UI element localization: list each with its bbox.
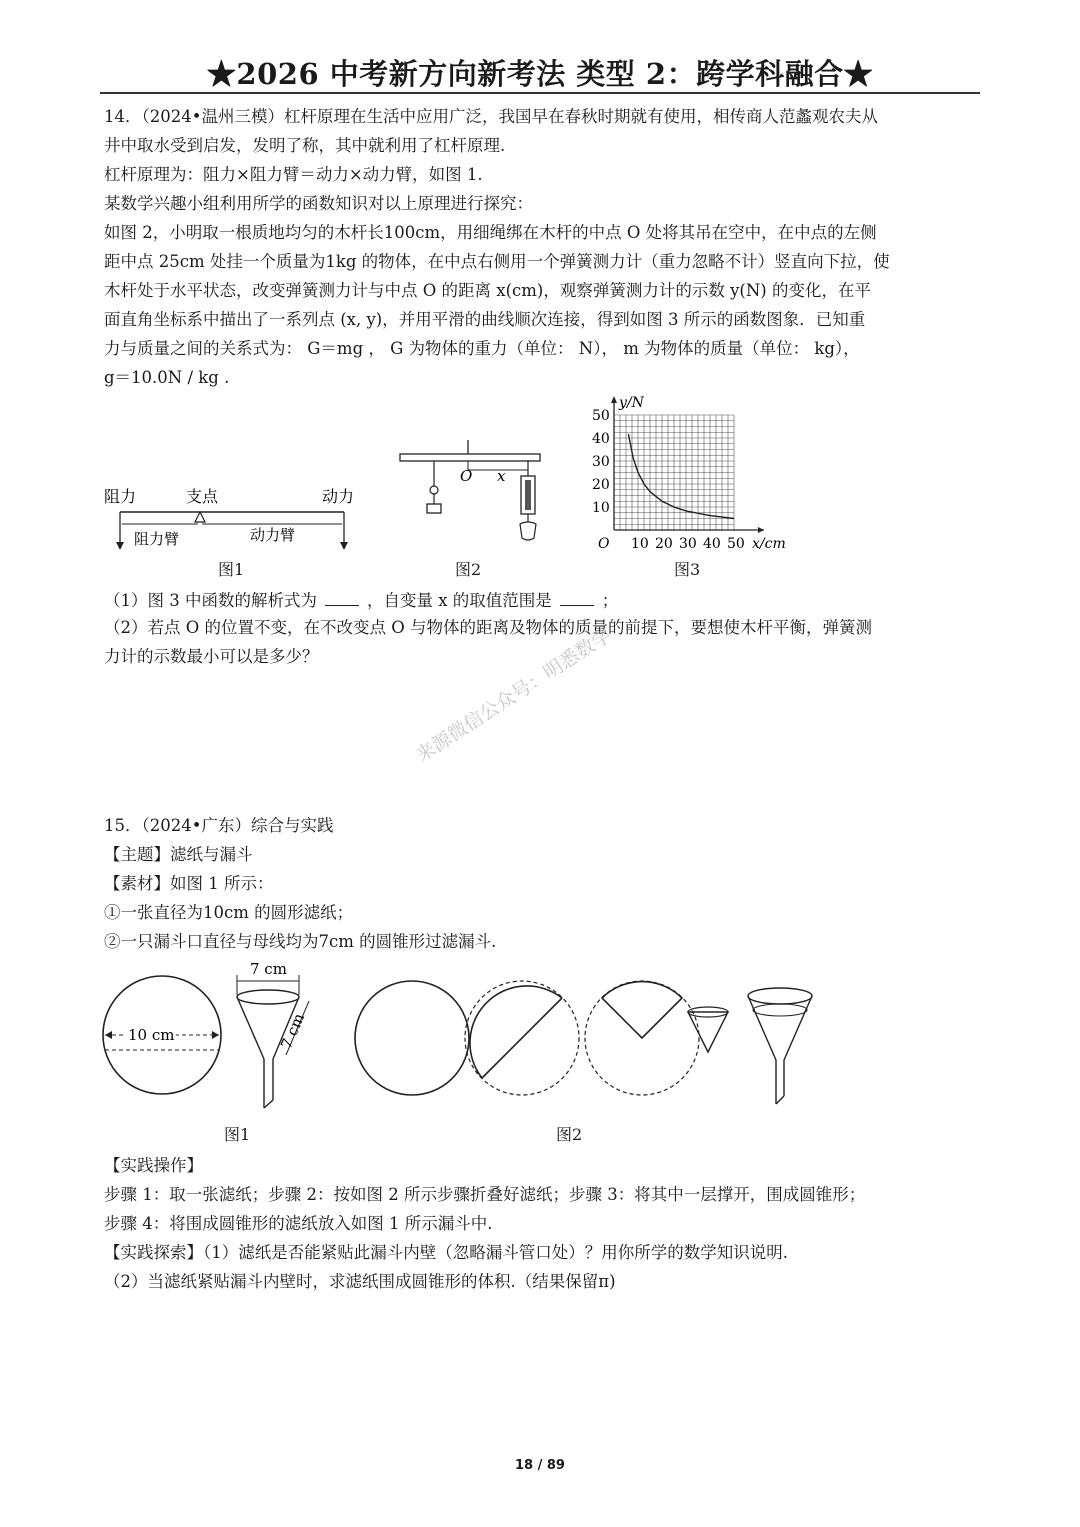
y-tick-label: 20	[592, 477, 610, 493]
header-divider	[100, 92, 980, 94]
wooden-rod	[400, 454, 540, 461]
rim-diameter-label: 7 cm	[250, 960, 287, 978]
y-tick-label: 10	[592, 500, 610, 516]
page-title: ★2026 中考新方向新考法 类型 2：跨学科融合★	[206, 57, 874, 91]
distance-x-label: x	[497, 467, 506, 485]
question-14-part-1: （1）图 3 中函数的解析式为 ，自变量 x 的取值范围是 ；	[104, 591, 619, 610]
text-line: 木杆处于水平状态，改变弹簧测力计与中点 O 的距离 x(cm)，观察弹簧测力计的示数 y(N) 的变化，在平	[104, 281, 871, 300]
y-tick-label: 50	[592, 408, 610, 424]
y-axis-arrow	[611, 396, 617, 403]
point-O-label: O	[460, 467, 473, 485]
pivot-label: 支点	[186, 487, 219, 506]
text-line: 杠杆原理为：阻力×阻力臂＝动力×动力臂，如图 1.	[104, 165, 483, 184]
q15-figure-1-caption: 图1	[224, 1125, 251, 1144]
answer-blank-2[interactable]	[560, 591, 594, 606]
page-number: 18 / 89	[515, 1458, 565, 1473]
origin-label: O	[598, 536, 610, 552]
figure-2-caption: 图2	[455, 560, 482, 579]
text-line: 力与质量之间的关系式为： G＝mg ， G 为物体的重力（单位： N）， m 为物体的质量（单位： kg），	[104, 339, 860, 358]
text-line: 如图 2，小明取一根质地均匀的木杆长100cm，用细绳绑在木杆的中点 O 处将其吊在空中，在中点的左侧	[104, 223, 877, 242]
text-line: 【主题】滤纸与漏斗	[104, 845, 253, 864]
text-line: ②一只漏斗口直径与母线均为7cm 的圆锥形过滤漏斗.	[104, 932, 497, 951]
fulcrum-icon	[195, 512, 205, 522]
filter-paper-folding-figure	[352, 978, 822, 1108]
hand-icon	[520, 522, 536, 540]
spring-balance-figure	[396, 440, 556, 546]
x-axis-arrow	[758, 527, 764, 533]
text-line: 【素材】如图 1 所示：	[104, 874, 274, 893]
text-line: 面直角坐标系中描出了一系列点 (x, y)，并用平滑的曲线顺次连接，得到如图 3 所示的函数图象．已知重	[104, 310, 866, 329]
text-line: 距中点 25cm 处挂一个质量为1kg 的物体，在中点右侧用一个弹簧测力计（重力忽略不计）竖直向下拉，使	[104, 252, 890, 271]
x-tick-label: 10	[631, 536, 649, 552]
text-line: 步骤 1：取一张滤纸；步骤 2：按如图 2 所示步骤折叠好滤纸；步骤 3：将其中一层撑开，围成圆锥形；	[104, 1185, 866, 1204]
slant-height-label: 7 cm	[277, 1010, 309, 1052]
text-line: 【实践操作】	[104, 1156, 203, 1175]
text-line: 井中取水受到启发，发明了称，其中就利用了杠杆原理.	[104, 136, 506, 155]
figure-3-caption: 图3	[674, 560, 701, 579]
effort-arm-label: 动力臂	[250, 526, 296, 544]
q15-figure-2-caption: 图2	[556, 1125, 583, 1144]
x-tick-label: 50	[727, 536, 745, 552]
function-graph	[588, 392, 788, 558]
answer-blank-1[interactable]	[325, 591, 359, 606]
resist-label: 阻力	[104, 487, 137, 506]
funnel-rim	[237, 990, 299, 1004]
effort-label: 动力	[322, 487, 355, 506]
x-tick-label: 30	[679, 536, 697, 552]
text-line: 【实践探索】（1）滤纸是否能紧贴此漏斗内壁（忽略漏斗管口处）？用你所学的数学知识说明.	[104, 1243, 788, 1262]
filter-paper-and-funnel-figure	[100, 955, 340, 1115]
text-line: ①一张直径为10cm 的圆形滤纸；	[104, 903, 354, 922]
y-tick-label: 30	[592, 454, 610, 470]
y-axis-label: y/N	[619, 395, 644, 411]
y-tick-label: 40	[592, 431, 610, 447]
diameter-label: 10 cm	[128, 1026, 175, 1044]
paper-cone	[688, 1012, 728, 1052]
fold-step-1	[355, 981, 469, 1095]
funnel-with-paper	[748, 988, 812, 1004]
x-tick-label: 20	[655, 536, 673, 552]
text-line: g＝10.0N / kg .	[104, 368, 230, 387]
x-tick-label: 40	[703, 536, 721, 552]
figure-1-caption: 图1	[218, 560, 245, 579]
text-line: （2）若点 O 的位置不变，在不改变点 O 与物体的距离及物体的质量的前提下，要想使木杆平衡，弹簧测	[104, 618, 873, 637]
x-axis-label: x/cm	[752, 536, 786, 552]
weight-block	[427, 504, 441, 513]
text-line: 力计的示数最小可以是多少？	[104, 647, 319, 666]
text-line: 某数学兴趣小组利用所学的函数知识对以上原理进行探究：	[104, 194, 533, 213]
watermark: 来源微信公众号：明悉数学	[412, 624, 616, 767]
resist-arm-label: 阻力臂	[134, 530, 180, 548]
text-line: 15．（2024•广东）综合与实践	[104, 816, 334, 835]
text-line: 步骤 4：将围成圆锥形的滤纸放入如图 1 所示漏斗中.	[104, 1214, 493, 1233]
text-line: （2）当滤纸紧贴漏斗内壁时，求滤纸围成圆锥形的体积.（结果保留π)	[104, 1272, 616, 1291]
text-line: 14．（2024•温州三模）杠杆原理在生活中应用广泛，我国早在春秋时期就有使用，相传商人范蠡观农夫从	[104, 107, 878, 126]
